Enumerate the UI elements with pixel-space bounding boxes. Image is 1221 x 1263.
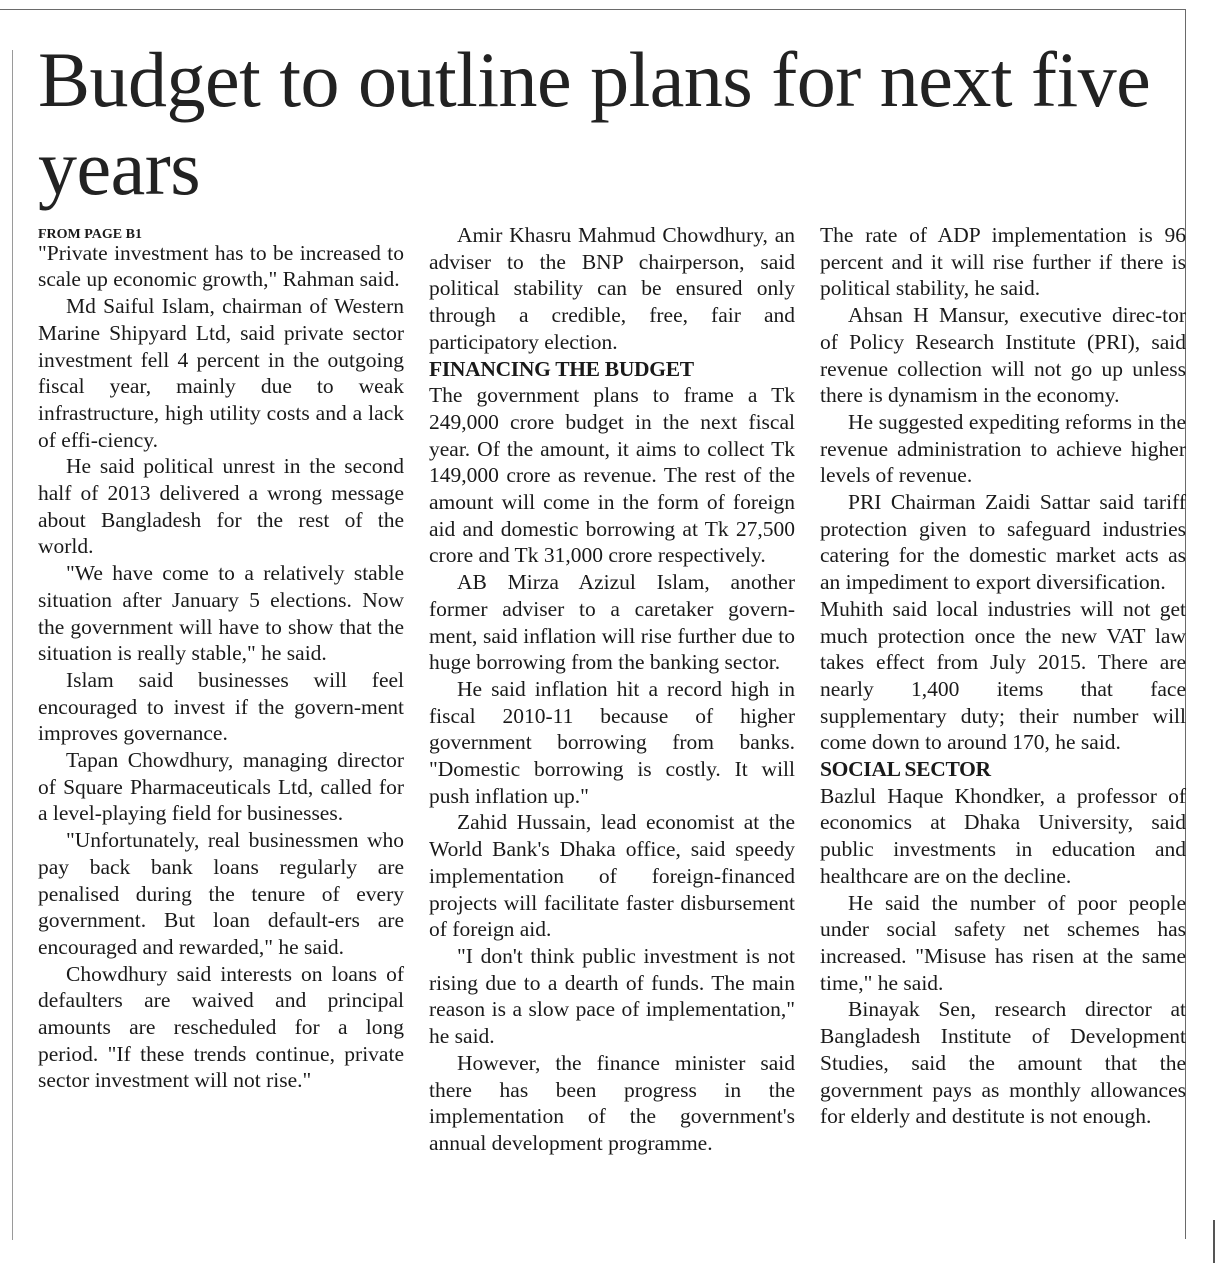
paragraph: Md Saiful Islam, chairman of Western Marine Shipyard Ltd, said private sector investment fell 4 percent in the outgoing fiscal year, mainly due to weak infrastructure, high utility costs and a lack of effi-ciency.: [38, 294, 404, 452]
paragraph: Tapan Chowdhury, managing director of Square Pharmaceuticals Ltd, called for a level-playing field for businesses.: [38, 748, 404, 826]
paragraph: However, the finance minister said there has been progress in the implementation of the government's annual development programme.: [429, 1050, 795, 1155]
paragraph: "Private investment has to be increased to scale up economic growth," Rahman said.: [38, 240, 404, 292]
paragraph: Zahid Hussain, lead economist at the World Bank's Dhaka office, said speedy implementation of foreign-financed projects will facilitate faster disbursement of foreign aid.: [429, 810, 795, 942]
paragraph: Chowdhury said interests on loans of defaulters are waived and principal amounts are rescheduled for a long period. "If these trends continue, private sector investment will not rise.": [38, 961, 404, 1093]
paragraph: He said inflation hit a record high in fiscal 2010-11 because of higher government borrowing from banks. "Domestic borrowing is costly. It will push inflation up.": [429, 676, 795, 808]
from-page-label: FROM PAGE B1: [38, 227, 142, 242]
subhead-financing: FINANCING THE BUDGET: [429, 356, 694, 381]
column-1: [38, 222, 404, 1094]
paragraph: He said political unrest in the second half of 2013 delivered a wrong message about Bangladesh for the rest of the world.: [38, 454, 404, 559]
paragraph: AB Mirza Azizul Islam, another former adviser to a caretaker govern-ment, said inflation will rise further due to huge borrowing from the banking sector.: [429, 570, 795, 675]
right-edge-mark: [1213, 1220, 1215, 1263]
column-3: [820, 222, 1186, 1130]
top-rule: [0, 9, 1185, 10]
paragraph: Ahsan H Mansur, executive direc-tor of Policy Research Institute (PRI), said revenue collection will not go up unless there is dynamism in the economy.: [820, 303, 1186, 408]
paragraph: "We have come to a relatively stable situation after January 5 elections. Now the government will have to show that the situation is really stable," he said.: [38, 561, 404, 666]
left-margin-rule: [12, 50, 13, 1240]
column-2: [429, 222, 795, 1157]
paragraph: Muhith said local industries will not get much protection once the new VAT law takes effect from July 2015. There are nearly 1,400 items that face supplementary duty; their number will come down to around 170, he said.: [820, 596, 1186, 755]
paragraph: "Unfortunately, real businessmen who pay back bank loans regularly are penalised during the tenure of every government. But loan default-ers are encouraged and rewarded," he said.: [38, 828, 404, 959]
paragraph: Amir Khasru Mahmud Chowdhury, an adviser to the BNP chairperson, said political stability can be ensured only through a credible, free, fair and participatory election.: [429, 223, 795, 354]
paragraph: Bazlul Haque Khondker, a professor of economics at Dhaka University, said public investments in education and healthcare are on the decline.: [820, 783, 1186, 888]
paragraph: The rate of ADP implementation is 96 percent and it will rise further if there is political stability, he said.: [820, 223, 1186, 301]
paragraph: "I don't think public investment is not rising due to a dearth of funds. The main reason is a slow pace of implementation," he said.: [429, 943, 795, 1049]
paragraph: PRI Chairman Zaidi Sattar said tariff protection given to safeguard industries catering for the domestic market acts as an impediment to export diversification.: [820, 490, 1186, 595]
paragraph: Islam said businesses will feel encouraged to invest if the govern-ment improves governance.: [38, 667, 404, 746]
paragraph: He suggested expediting reforms in the revenue administration to achieve higher levels of revenue.: [820, 409, 1186, 488]
paragraph: He said the number of poor people under social safety net schemes has increased. "Misuse has risen at the same time," he said.: [820, 890, 1186, 995]
headline: Budget to outline plans for next five years: [38, 36, 1151, 211]
paragraph: The government plans to frame a Tk 249,000 crore budget in the next fiscal year. Of the amount, it aims to collect Tk 149,000 crore as revenue. The rest of the amount will come in the form of foreign aid and domestic borrowing at Tk 27,500 crore and Tk 31,000 crore respectively.: [429, 383, 795, 568]
subhead-social: SOCIAL SECTOR: [820, 757, 991, 782]
paragraph: Binayak Sen, research director at Bangladesh Institute of Development Studies, said the amount that the government pays as monthly allowances for elderly and destitute is not enough.: [820, 997, 1186, 1129]
